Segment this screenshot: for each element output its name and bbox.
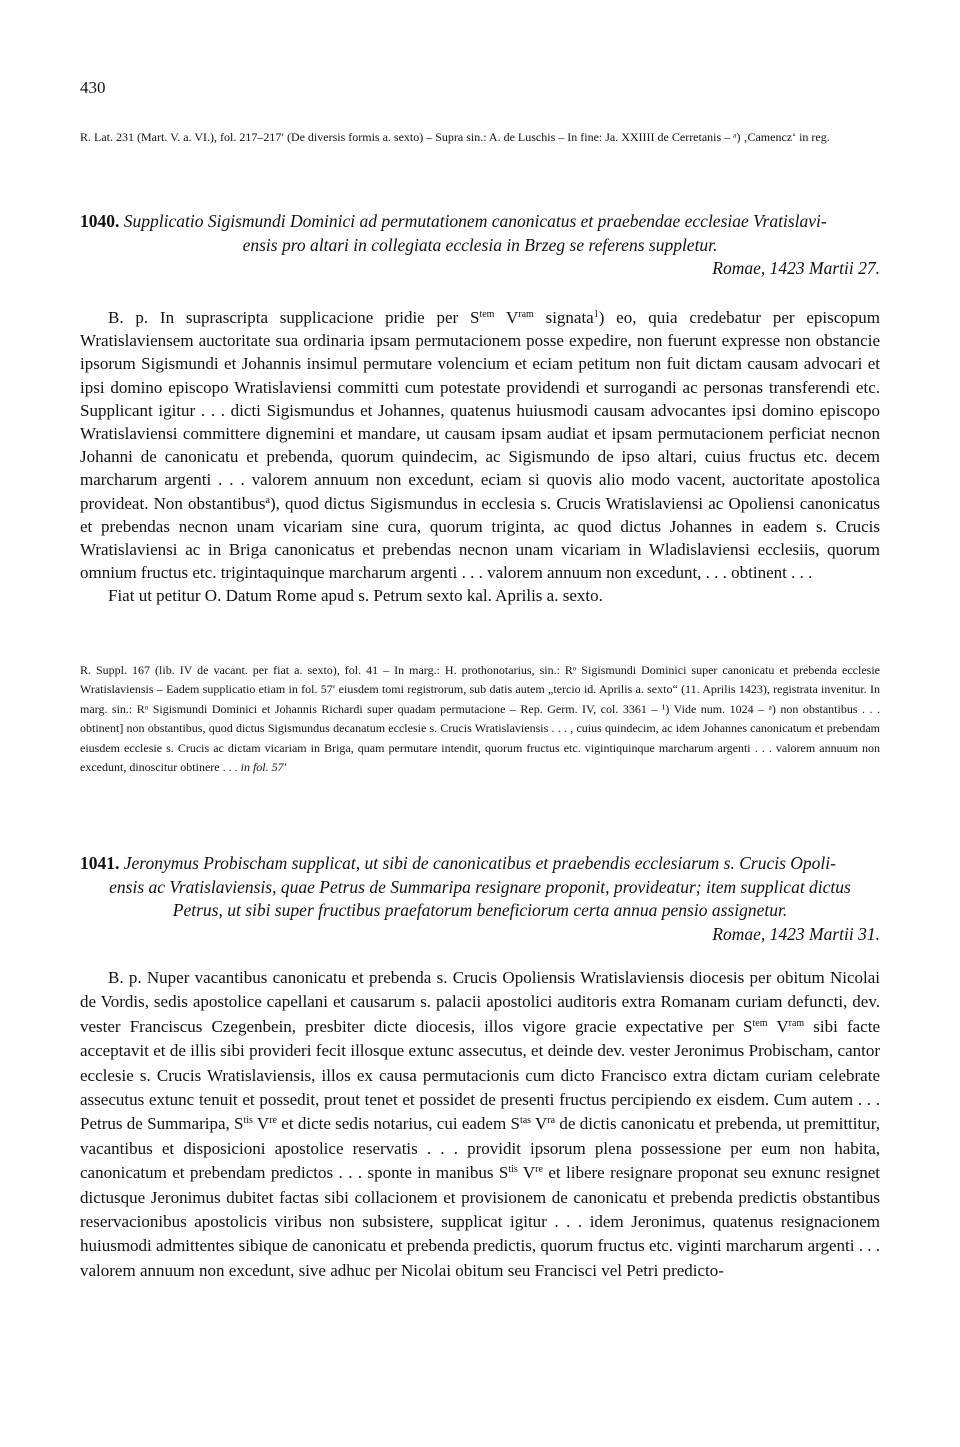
entry-1040-title-line1: Supplicatio Sigismundi Dominici ad permutationem canonicatus et praebendae ecclesiae Vratislavi- bbox=[123, 211, 827, 231]
superscript: tis bbox=[508, 1164, 518, 1176]
entry-1041-text bbox=[80, 966, 880, 1283]
superscript: tem bbox=[479, 309, 495, 320]
text-run: V bbox=[531, 1114, 548, 1134]
fiat-line: Fiat ut petitur O. Datum Rome apud s. Petrum sexto kal. Aprilis a. sexto. bbox=[108, 586, 603, 606]
text-run: V bbox=[767, 1016, 789, 1036]
text-run: V bbox=[517, 1163, 536, 1183]
entry-1041-title-line1: Jeronymus Probischam supplicat, ut sibi de canonicatibus et praebendis ecclesiarum s. Crucis Opoli- bbox=[123, 853, 836, 873]
superscript: re bbox=[269, 1115, 277, 1127]
entry-1040-title-line2: ensis pro altari in collegiata ecclesia in Brzeg se referens suppletur. bbox=[242, 234, 718, 255]
superscript: re bbox=[535, 1164, 543, 1176]
text-run: signata bbox=[533, 308, 594, 327]
entry-1040-text bbox=[80, 306, 880, 608]
apparatus-text: R. Suppl. 167 (lib. IV de vacant. per fiat a. sexto), fol. 41 – In marg.: H. prothonotarius, sin.: Rᵒ Sigismundi Dominici super canonicatu et prebenda ecclesie Wratislaviensis – Eadem supplicatio etiam in fol. 57′ eiusdem tomi registrorum, sub datis autem „tercio id. Aprilis a. sexto“ (11. Aprilis 1423), registrata invenitur. In marg. sin.: Rᵒ Sigismundi Dominici et Johannis Richardi super quadam permutacione – Rep. Germ. IV, col. 3361 – ¹) Vide num. 1024 – ᵃ) non obstantibus . . . obtinent] non obstantibus, quod dictus Sigismundus decanatum ecclesie s. Crucis Wratislaviensis . . . , cuius quindecim, ac idem Johannes canonicatum et prebendam eiusdem ecclesie s. Crucis ac dictam vicariam in Briga, quam permutare intendit, quorum fructus etc. vigintiquinque marcharum argenti . . . valorem annuum non excedunt, dinoscitur obtinere . . . bbox=[80, 663, 880, 775]
entry-1041-date: Romae, 1423 Martii 31. bbox=[712, 923, 880, 944]
entry-1041-paragraph bbox=[80, 966, 880, 1283]
bp-label: B. p. bbox=[108, 308, 149, 327]
entry-1040-number: 1040. bbox=[80, 211, 120, 231]
entry-1041-title-line2: ensis ac Vratislaviensis, quae Petrus de Summaripa resignare proponit, provideatur; item supplicat dictus bbox=[109, 876, 851, 897]
text-run: V bbox=[252, 1114, 270, 1134]
text-run: B. p. Nuper vacantibus canonicatu et prebenda s. Crucis Opoliensis Wratislaviensis diocesis per obitum Nicolai de Vordis, sedis apostolice capellani et causarum s. palacii apostolici auditoris extra Romanam curiam defuncti, dev. vester Franciscus Czegenbein, presbiter dicte diocesis, illos vigore gracie expectative per S bbox=[80, 968, 880, 1036]
source-note-top: R. Lat. 231 (Mart. V. a. VI.), fol. 217–217′ (De diversis formis a. sexto) – Supra sin.: A. de Luschis – In fine: Ja. XXIIII de Cerretanis – ᵃ) ‚Camencz‘ in reg. bbox=[80, 130, 830, 144]
page-number: 430 bbox=[80, 78, 106, 97]
superscript: tas bbox=[519, 1115, 532, 1127]
text-run: de dictis canonicatu et prebenda, ut premittitur, vacantibus et disposicioni apostolice reservatis . . . providit ipsorum plena possessione per eum non habita, canonicatum et prebendam predictos . . . sponte in manibus S bbox=[80, 1114, 880, 1183]
footnote-mark: a bbox=[265, 494, 270, 506]
entry-1041-number: 1041. bbox=[80, 853, 120, 873]
entry-1040-apparatus bbox=[80, 661, 880, 777]
superscript: tem bbox=[752, 1017, 768, 1029]
entry-1041-heading bbox=[80, 852, 880, 946]
entry-1041-title-line3: Petrus, ut sibi super fructibus praefatorum beneficiorum certa annua pensio assignetur. bbox=[172, 900, 788, 920]
text-run: et dicte sedis notarius, cui eadem S bbox=[277, 1114, 520, 1134]
entry-1040-heading bbox=[80, 210, 880, 281]
superscript: tis bbox=[243, 1115, 253, 1127]
text-run: ), quod dictus Sigismundus in ecclesia s. Crucis Wratislaviensi ac Opoliensi canonicatus et prebendas necnon unam vicariam sine cura, quorum triginta, ac quod dictus Johannes in eadem s. Crucis Wratislaviensi ac in Briga canonicatus et prebendas necnon unam vicariam in Wladislaviensi ecclesiis, quorum omnium fructus etc. trigintaquinque marcharum argenti . . . valorem annuum non excedunt, . . . obtinent . . . bbox=[80, 493, 881, 583]
superscript: ram bbox=[788, 1017, 805, 1029]
text-run: et libere resignare proponat seu exnunc resignet dictusque Jeronimus dubitet factas sibi collacionem et provisionem de canonicatu et prebenda predictis obstantibus reservacionibus apostolicis viribus non subsistere, supplicat igitur . . . idem Jeronimus, quatenus resignacionem huiusmodi admittentes sibique de canonicatu et prebenda predictis, quorum fructus etc. viginti marcharum argenti . . . valorem annuum non excedunt, sive adhuc per Nicolai obitum seu Francisci vel Petri predicto- bbox=[80, 1163, 880, 1280]
apparatus-italic: in fol. 57′ bbox=[240, 760, 287, 775]
superscript: ram bbox=[518, 309, 534, 320]
text-run: In suprascripta supplicacione pridie per S bbox=[148, 308, 480, 327]
text-run: sibi facte acceptavit et de illis sibi provideri fecit illosque extunc assecutus, et deinde dev. vester Jeronimus Probischam, cantor ecclesie s. Crucis Wratislaviensis, illos ex causa permutacionis cum dicto Francisco extra dictam curiam celebrate assecutus extunc tenuit et possedit, prout tenet et possidet de presenti fructus percipiendo ex eisdem. Cum autem . . . Petrus de Summaripa, S bbox=[80, 1016, 880, 1134]
text-run: ) eo, quia credebatur per episcopum Wratislaviensem auctoritate sua ordinaria ipsam permutacionem posse expedire, non fuerunt expresse non obstancie ipsorum Sigismundi et Johannis insimul permutare volencium et eciam petitum non fuit dictam causam advocari et ipsi domino episcopo Wratislaviensi committi cum potestate providendi et surrogandi ac personas transferendi etc. Supplicant igitur . . . dicti Sigismundus et Johannes, quatenus huiusmodi causam advocantes ipsi domino episcopo Wratislaviensi committere dignemini et mandare, ut causam ipsam audiat et ipsam permutacionem perficiat necnon Johanni de canonicatu et prebenda, quorum quindecim, ac Sigismundo de ipso altari, cuius fructus etc. decem marcharum argenti . . . valorem annuum non excedunt, eciam si quovis alio modo vacent, auctoritate apostolica provideat. Non obstantibus bbox=[80, 308, 881, 513]
entry-1040-date: Romae, 1423 Martii 27. bbox=[712, 258, 880, 278]
text-run: V bbox=[494, 308, 519, 327]
footnote-mark: 1 bbox=[593, 309, 599, 320]
entry-1040-paragraph bbox=[80, 306, 880, 584]
superscript: ra bbox=[547, 1115, 556, 1127]
